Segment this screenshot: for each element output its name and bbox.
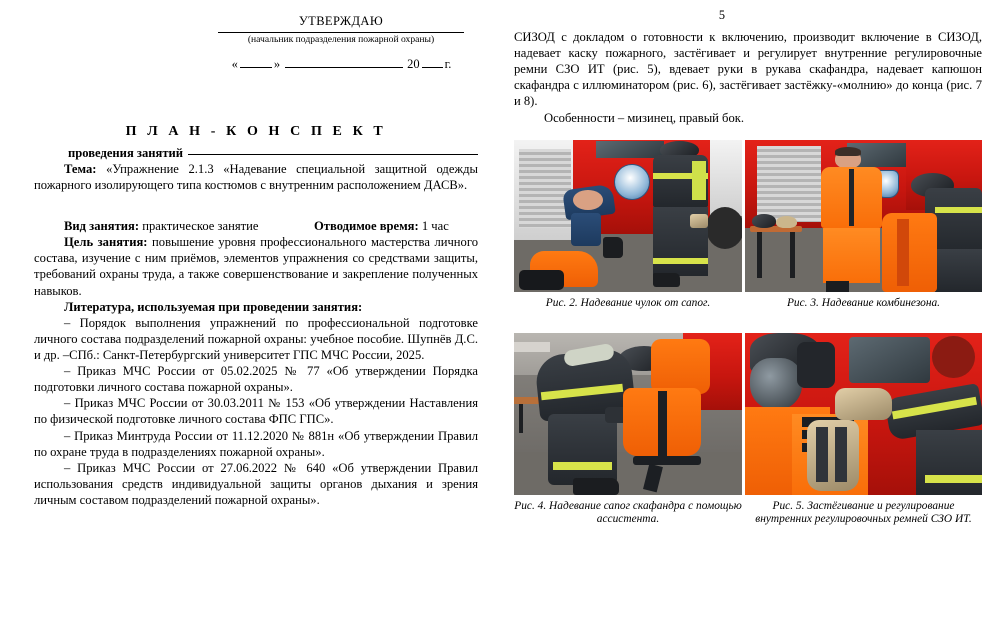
figure-5-photo (745, 333, 982, 495)
lesson-time (314, 219, 449, 234)
figure-row-bottom (514, 333, 982, 528)
subtitle-blank-line (188, 154, 478, 155)
year-prefix: 20 (407, 57, 420, 72)
year-blank (422, 67, 443, 68)
literature-item: – Приказ Минтруда России от 11.12.2020 № 881н «Об утверждении Правил по охране труда в подразделениях пожарной охраны». (34, 428, 478, 459)
approval-signature-caption: (начальник подразделения пожарной охраны) (247, 34, 435, 45)
approval-title: УТВЕРЖДАЮ (298, 14, 384, 28)
literature-heading (34, 299, 478, 315)
goal-paragraph (34, 234, 478, 298)
lesson-time-value: 1 час (421, 219, 449, 234)
month-blank (285, 67, 403, 68)
subtitle-row (34, 146, 478, 161)
theme-label: Тема: (64, 162, 97, 177)
figure-row-top (514, 140, 982, 311)
subtitle-label: проведения занятий (68, 146, 184, 161)
figure-4-caption: Рис. 4. Надевание сапог скафандра с помощью ассистента. (514, 499, 742, 526)
literature-label: Литература, используемая при проведении занятия: (64, 299, 363, 314)
quote-close: » (273, 57, 281, 72)
year-suffix: г. (444, 57, 452, 72)
right-column (500, 0, 1000, 644)
lesson-kind (64, 219, 314, 234)
theme-paragraph (34, 161, 478, 193)
literature-item: – Приказ МЧС России от 30.03.2011 № 153 «Об утверждении Наставления по физической подготовке личного состава ФПС ГПС». (34, 396, 478, 427)
figure-5 (745, 333, 982, 528)
figure-3 (745, 140, 982, 311)
figure-3-caption: Рис. 3. Надевание комбинезона. (786, 296, 941, 309)
literature-item: – Приказ МЧС России от 05.02.2025 № 77 «Об утверждении Порядка подготовки личного состава пожарной охраны». (34, 364, 478, 395)
lesson-kind-value: практическое занятие (142, 219, 259, 234)
page-number: 5 (718, 8, 726, 22)
lesson-kind-label: Вид занятия: (64, 219, 140, 234)
approval-block (210, 14, 472, 72)
note-paragraph: Особенности – мизинец, правый бок. (544, 110, 745, 125)
theme-text: «Упражнение 2.1.3 «Надевание специальной защитной одежды пожарного изолирующего типа костюмов с внутренним расположением ДАСВ». (34, 162, 478, 193)
goal-text: повышение уровня профессионального мастерства личного состава, изучение с ним приёмов, элементов упражнения со средствами защиты, требований охраны труда, а также совершенствование и закрепление полученных навыков. (34, 235, 478, 298)
figure-4-photo (514, 333, 742, 495)
figure-5-caption: Рис. 5. Застёгивание и регулирование внутренних регулировочных ремней СЗО ИТ. (755, 499, 972, 526)
day-blank (240, 67, 272, 68)
quote-open: « (231, 57, 238, 72)
figure-row-spacer (514, 311, 982, 333)
goal-label: Цель занятия: (64, 235, 148, 250)
figure-4 (514, 333, 742, 528)
page-title: П Л А Н - К О Н С П Е К Т (125, 124, 387, 140)
lesson-meta-row (34, 219, 478, 234)
figure-3-photo (745, 140, 982, 292)
approval-date-row (210, 57, 472, 72)
figure-2-photo (514, 140, 742, 292)
literature-item: – Порядок выполнения упражнений по профессиональной подготовке личного состава подразделений пожарной охраны: учебное пособие. Шупнёв Д.С. и др. –СПб.: Санкт-Петербургский университет ГПС МЧС России, 2025. (34, 315, 478, 363)
signature-rule (218, 32, 464, 33)
figure-grid (514, 140, 982, 528)
lesson-time-label: Отводимое время: (314, 219, 419, 234)
figure-2-caption: Рис. 2. Надевание чулок от сапог. (545, 296, 711, 309)
literature-item: – Приказ МЧС России от 27.06.2022 № 640 «Об утверждении Правил использования средств индивидуальной защиты органов дыхания и зрения личным составом подразделений пожарной охраны». (34, 460, 478, 507)
main-paragraph: СИЗОД с докладом о готовности к включению, производит включение в СИЗОД, надевает каску пожарного, застёгивает и регулирует внутренние регулировочные ремни СЗО ИТ (рис. 5), вдевает руки в рукава скафандра, надевает капюшон скафандра с иллюминатором (рис. 6), застёгивает застёжку-«молнию» до конца (рис. 7 и 8). (514, 30, 982, 109)
figure-2 (514, 140, 742, 311)
